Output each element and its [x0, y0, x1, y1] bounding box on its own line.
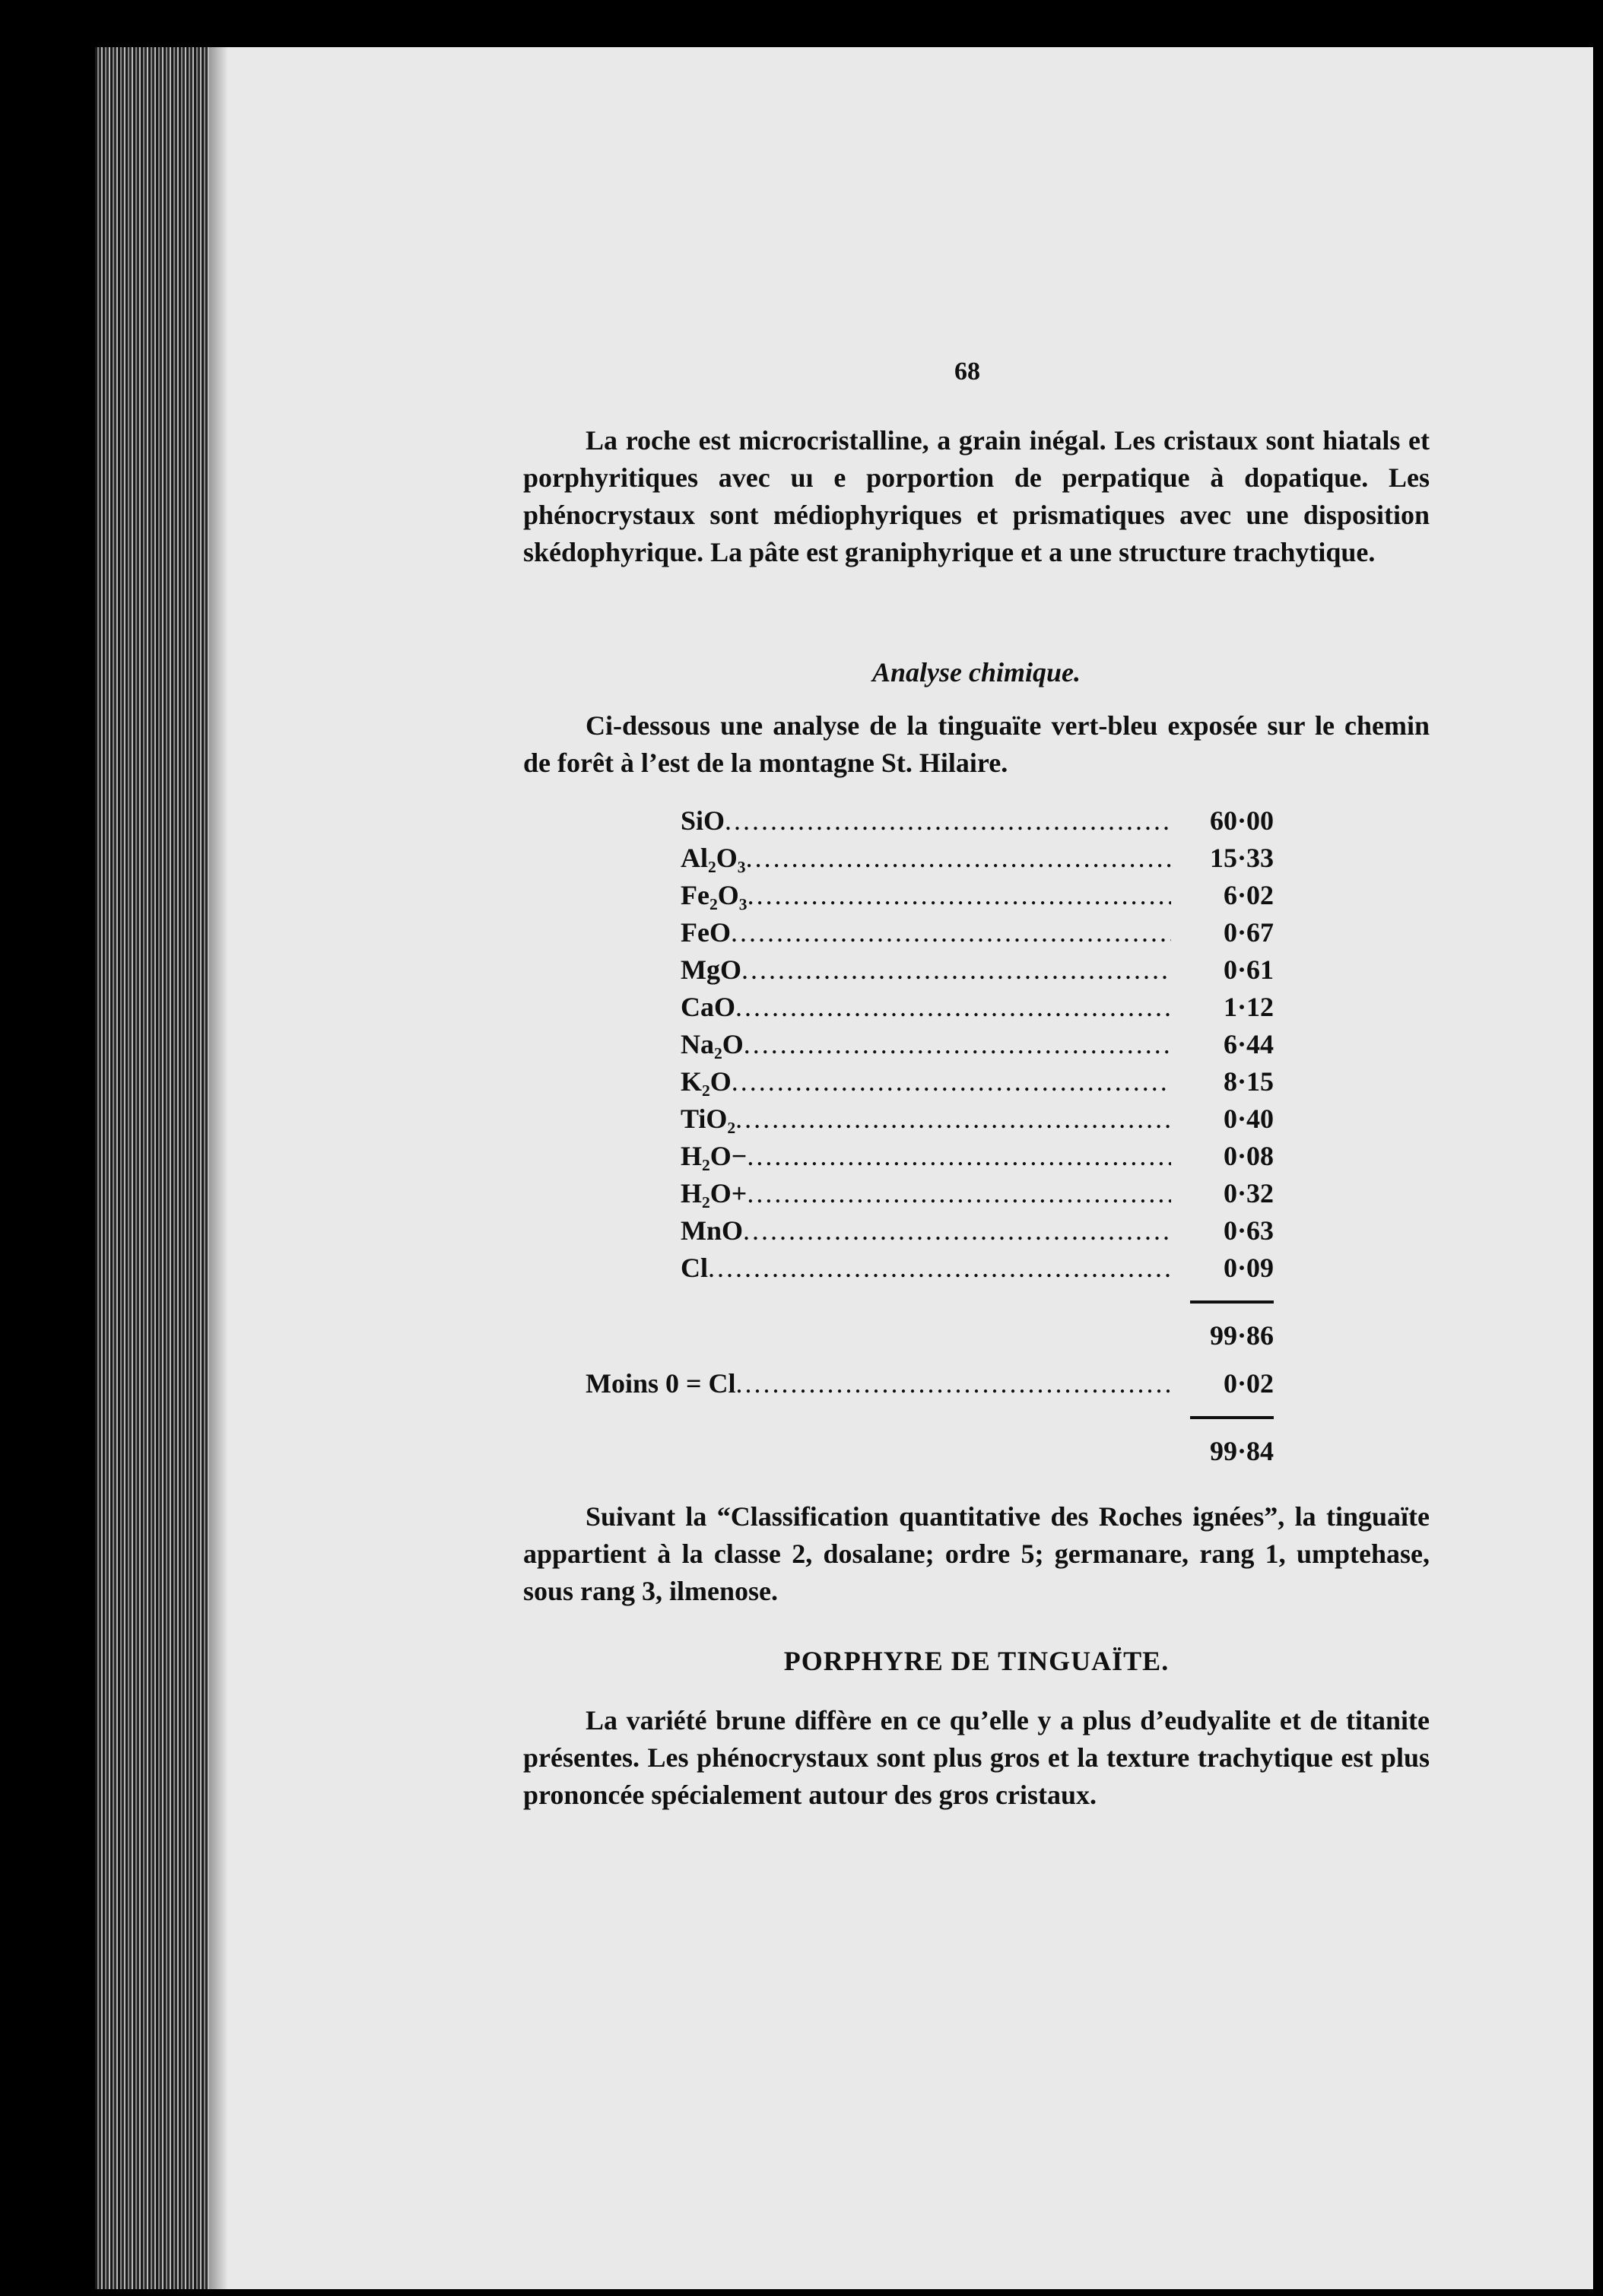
minus-correction — [586, 1365, 1274, 1470]
formula: Al₂O₃ — [681, 843, 746, 873]
analysis-row — [681, 877, 1274, 914]
leader-dots — [743, 1212, 1171, 1250]
formula: SiO — [681, 805, 725, 836]
value: 6·44 — [1223, 1029, 1274, 1059]
paragraph-description — [523, 422, 1430, 571]
leader-dots — [744, 1026, 1171, 1063]
leader-dots — [741, 951, 1171, 989]
analysis-row — [681, 914, 1274, 951]
value: 0·32 — [1223, 1178, 1274, 1208]
formula: Fe₂O₃ — [681, 880, 748, 910]
analysis-row — [681, 1175, 1274, 1212]
paragraph-4: La variété brune diffère en ce qu’elle y a plus d’eudyalite et de titanite présentes. Les phénocrystaux sont plus gros et la texture trachytique est plus prononcée spécialement autour des gros cristaux. — [523, 1705, 1430, 1810]
value: 6·02 — [1223, 880, 1274, 910]
leader-dots — [735, 989, 1171, 1026]
leader-dots — [748, 877, 1171, 914]
heading-porphyre: PORPHYRE DE TINGUAÏTE. — [783, 1646, 1170, 1676]
formula: MnO — [681, 1215, 744, 1246]
leader-dots — [736, 1365, 1171, 1402]
total-rule — [1190, 1416, 1274, 1419]
analysis-row — [681, 989, 1274, 1026]
formula: Cl — [681, 1253, 708, 1283]
value: 0·09 — [1223, 1253, 1274, 1283]
formula: H₂O− — [681, 1141, 748, 1171]
analysis-row — [681, 1026, 1274, 1063]
analysis-row — [681, 1063, 1274, 1100]
analysis-row — [681, 802, 1274, 840]
subtotal: 99·86 — [1209, 1320, 1274, 1351]
page-number: 68 — [954, 357, 980, 386]
value: 0·67 — [1223, 917, 1274, 948]
paragraph-intro-analysis — [523, 707, 1430, 782]
sum-rule — [1190, 1300, 1274, 1304]
minus-row — [586, 1365, 1274, 1402]
leader-dots — [747, 1175, 1171, 1212]
minus-label: Moins 0 = Cl — [586, 1368, 736, 1399]
analysis-row — [681, 951, 1274, 989]
value: 0·40 — [1223, 1104, 1274, 1134]
value: 0·61 — [1223, 954, 1274, 985]
analysis-row — [681, 840, 1274, 877]
analysis-table — [681, 802, 1274, 1354]
section-heading-block — [523, 1643, 1430, 1680]
formula: Na₂O — [681, 1029, 744, 1059]
formula: FeO — [681, 917, 731, 948]
value: 8·15 — [1223, 1066, 1274, 1097]
value: 1·12 — [1223, 992, 1274, 1022]
paragraph-porphyre — [523, 1702, 1430, 1814]
paragraph-classification — [523, 1498, 1430, 1610]
value: 60·00 — [1209, 805, 1274, 836]
heading-analyse-chimique: Analyse chimique. — [871, 657, 1081, 688]
grand-total: 99·84 — [1209, 1436, 1274, 1466]
analysis-row — [681, 1212, 1274, 1250]
leader-dots — [731, 914, 1171, 951]
paragraph-1: La roche est microcristalline, a grain inégal. Les cristaux sont hiatals et porphyritiques avec uı e porportion de perpatique à dopatique. Les phénocrystaux sont médiophyriques et prismatiques avec une disposition skédophyrique. La pâte est graniphyrique et a une structure trachytique. — [523, 425, 1430, 567]
analysis-row — [681, 1250, 1274, 1287]
leader-dots — [725, 802, 1171, 840]
analysis-row — [681, 1100, 1274, 1138]
analysis-row — [681, 1138, 1274, 1175]
minus-value: 0·02 — [1223, 1368, 1274, 1399]
paragraph-3: Suivant la “Classification quantitative des Roches ignées”, la tinguaïte appartient à la classe 2, dosalane; ordre 5; germanare, rang 1, umptehase, sous rang 3, ilmenose. — [523, 1501, 1430, 1606]
value: 15·33 — [1209, 843, 1274, 873]
leader-dots — [747, 1138, 1171, 1175]
leader-dots — [735, 1100, 1171, 1138]
formula: CaO — [681, 992, 735, 1022]
paragraph-2: Ci-dessous une analyse de la tinguaïte vert-bleu exposée sur le chemin de forêt à l’est de la montagne St. Hilaire. — [523, 710, 1430, 778]
formula: K₂O — [681, 1066, 732, 1097]
page-edges — [95, 47, 228, 2289]
formula: TiO₂ — [681, 1104, 736, 1134]
leader-dots — [708, 1250, 1171, 1287]
formula: MgO — [681, 954, 741, 985]
analysis-heading-block — [523, 654, 1430, 691]
value: 0·63 — [1223, 1215, 1274, 1246]
formula: H₂O+ — [681, 1178, 748, 1208]
value: 0·08 — [1223, 1141, 1274, 1171]
leader-dots — [746, 840, 1171, 877]
leader-dots — [732, 1063, 1171, 1100]
